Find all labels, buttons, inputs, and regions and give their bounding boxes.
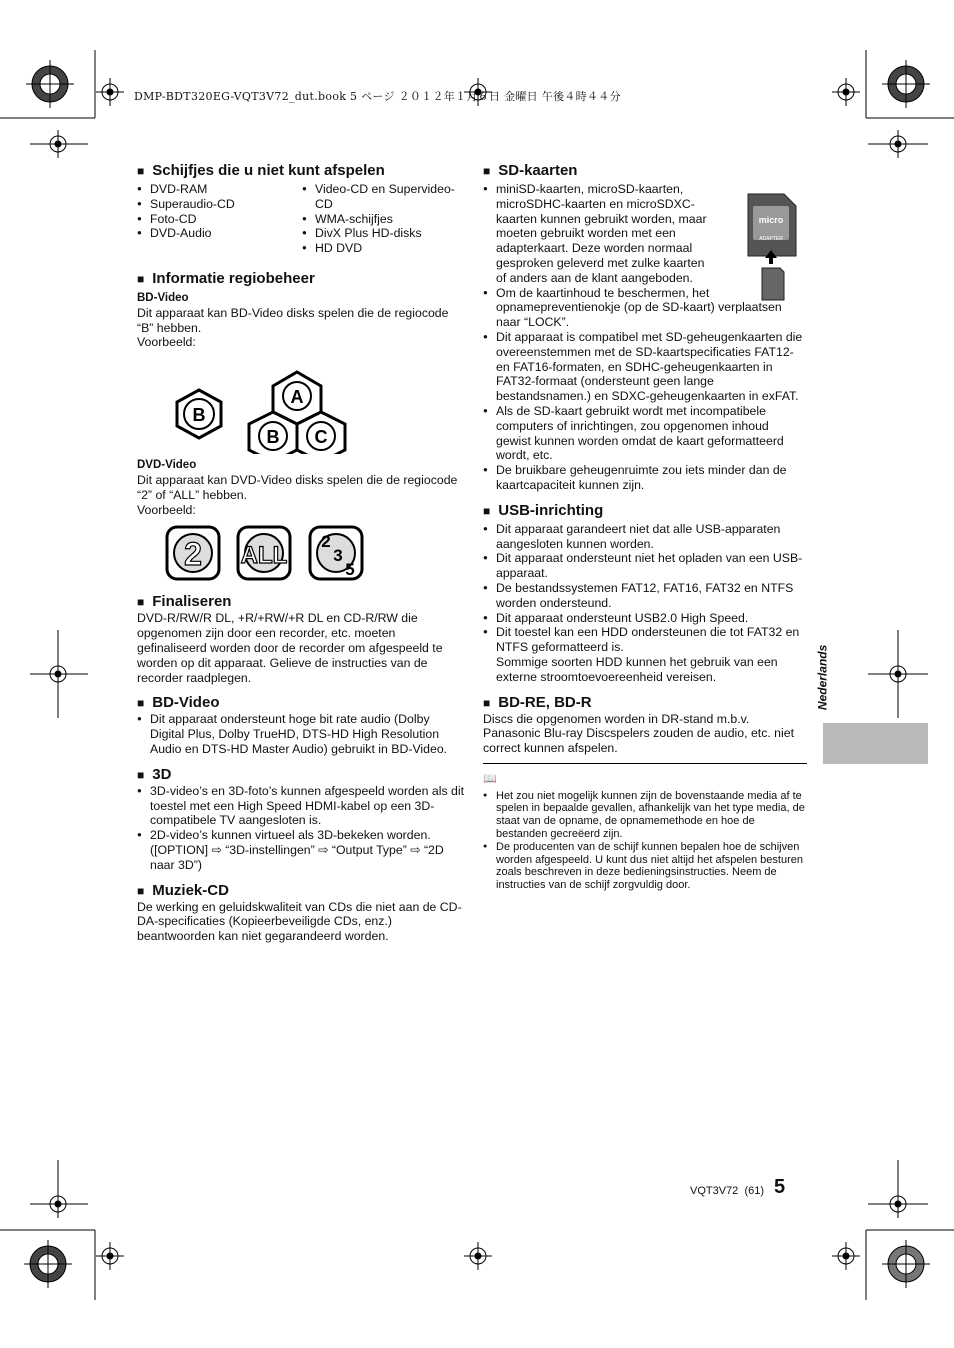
section-heading: ■ BD-RE, BD-R [483, 693, 592, 711]
music-cd-text: De werking en geluidskwaliteit van CDs die niet aan de CD-DA-specificaties (Kopieerbeveiligde CDs, enz.) beantwoorden kan niet gegarandeerd worden. [137, 899, 462, 944]
region-code: 2 [321, 532, 331, 552]
list-item: ● 3D-video’s en 3D-foto’s kunnen afgespeeld worden als dit toestel met een High Speed HDMI-kabel op een 3D-compatibele TV aangesloten is. [137, 784, 467, 828]
list-item: ● DivX Plus HD-disks [302, 226, 467, 241]
left-column [137, 162, 467, 944]
region-code: 5 [345, 560, 355, 580]
card-adapter-label: ADAPTER [759, 236, 783, 242]
list-item: ● Als de SD-kaart gebruikt wordt met incompatibele computers of inrichtingen, zou opgenomen inhoud gewist kunnen worden omdat de kaart geformatteerd wordt, etc. [483, 404, 807, 463]
list-item: ● Dit toestel kan een HDD ondersteunen die tot FAT32 en NTFS geformatteerd is. [483, 625, 807, 655]
list-item: ● Dit apparaat ondersteunt USB2.0 High Speed. [483, 611, 807, 626]
dvd-region-logos [137, 523, 467, 587]
list-item: ● Video-CD en Supervideo-CD [302, 182, 467, 212]
file-info-header: DMP-BDT320EG-VQT3V72_dut.book 5 ページ ２０１２年１月６日 金曜日 午後４時４４分 [134, 90, 621, 103]
language-tab [823, 723, 928, 764]
bd-region-logos [137, 352, 467, 454]
section-heading: ■ Muziek-CD [137, 881, 229, 899]
language-side-label: Nederlands [815, 644, 830, 711]
list-item: ● Om de kaartinhoud te beschermen, het opnamepreventienokje (op de SD-kaart) verplaatsen naar “LOCK”. [483, 286, 807, 330]
list-item: ● Het zou niet mogelijk kunnen zijn de bovenstaande media af te spelen in bepaalde gevallen, afhankelijk van het type media, de staat van de opname, de opnamemethode en hoe de bestanden gecreëerd zijn. [483, 790, 807, 841]
finalize-text: DVD-R/RW/R DL, +R/+RW/+R DL en CD-R/RW die opgenomen zijn door een recorder, etc. moeten gefinaliseerd worden door de recorder om afgespeeld te worden op dit apparaat. Gelieve de instructies van de recorder raadplegen. [137, 611, 443, 685]
list-item: ● De bruikbare geheugenruimte zou iets minder dan de kaartcapaciteit kunnen zijn. [483, 463, 807, 493]
list-item: ● WMA-schijfjes [302, 212, 467, 227]
unsupported-list-1 [137, 182, 302, 256]
usb-list [483, 522, 807, 655]
example-label: Voorbeeld: [137, 335, 196, 350]
region-code: A [290, 387, 304, 408]
list-item: ● Foto-CD [137, 212, 302, 227]
list-item: ● Dit apparaat is compatibel met SD-geheugenkaarten die overeenstemmen met de SD-kaartspecificaties FAT12- en FAT16-formaten, en SDHC-geheugenkaarten in FAT32-formaat (ondersteunt geen lange bestandsnamen.) en SDXC-geheugenkaarten in exFAT. [483, 330, 807, 404]
footer-code: VQT3V72 (61) [690, 1185, 764, 1197]
bd-region-text: Dit apparaat kan BD-Video disks spelen die de regiocode “B” hebben. [137, 305, 449, 335]
bd-video-list [137, 712, 467, 756]
list-item: ● HD DVD [302, 241, 467, 256]
list-item: ● 2D-video’s kunnen virtueel als 3D-bekeken worden. ([OPTION] ⇨ “3D-instellingen” ⇨ “Output Type” ⇨ “2D naar 3D”) [137, 828, 467, 872]
list-item: ● DVD-Audio [137, 226, 302, 241]
section-heading: ■ SD-kaarten [483, 162, 578, 179]
section-heading: ■ Informatie regiobeheer [137, 269, 315, 287]
unsupported-list-2 [302, 182, 467, 256]
section-heading: ■ BD-Video [137, 694, 220, 712]
note-list [483, 790, 807, 892]
card-label: micro [758, 215, 784, 225]
region-code: C [314, 427, 328, 448]
page-number: 5 [774, 1176, 786, 1198]
list-item: ● Dit apparaat ondersteunt hoge bit rate audio (Dolby Digital Plus, Dolby TrueHD, DTS-HD High Resolution Audio en DTS-HD Master Audio) gebruikt in BD-Video. [137, 712, 467, 756]
region-code: B [192, 405, 206, 426]
note-box [483, 763, 807, 892]
list-item: ● miniSD-kaarten, microSD-kaarten, microSDHC-kaarten en microSDXC-kaarten kunnen gebruikt worden, maar moeten gebruikt worden met een adapterkaart. Deze worden normaal gesproken geleverd met zulke kaarten of anders aan de klant aangeboden. [483, 182, 807, 286]
region-code: 2 [184, 536, 202, 573]
section-heading: ■ Schijfjes die u niet kunt afspelen [137, 162, 385, 179]
region-code: B [266, 427, 280, 448]
dvd-region-text: Dit apparaat kan DVD-Video disks spelen die de regiocode “2” of “ALL” hebben. [137, 472, 458, 502]
list-item: ● De bestandssystemen FAT12, FAT16, FAT32 en NTFS worden ondersteund. [483, 581, 807, 611]
section-heading: ■ Finaliseren [137, 593, 232, 611]
list-item: ● DVD-RAM [137, 182, 302, 197]
list-item: ● Dit apparaat garandeert niet dat alle USB-apparaten aangesloten kunnen worden. [483, 522, 807, 552]
section-heading: ■ USB-inrichting [483, 501, 604, 519]
list-item: ● Dit apparaat ondersteunt niet het opladen van een USB-apparaat. [483, 551, 807, 581]
list-item: ● De producenten van de schijf kunnen bepalen hoe de schijven worden afgespeeld. U kunt dus niet altijd het afspelen besturen zoals beschreven in deze bedieningsinstructies. Neem de instructies van de schijf zorgvuldig door. [483, 841, 807, 892]
list-item: ● Superaudio-CD [137, 197, 302, 212]
section-heading: ■ 3D [137, 765, 172, 783]
sd-adapter-illustration [744, 192, 800, 302]
region-code: 3 [333, 546, 343, 566]
region-code: ALL [240, 542, 288, 570]
note-book-icon: 📖 [483, 772, 497, 785]
bd-video-subheading: BD-Video [137, 291, 189, 304]
usb-extra-text: Sommige soorten HDD kunnen het gebruik van een externe stroomtoevoereenheid vereisen. [496, 654, 778, 684]
dvd-video-subheading: DVD-Video [137, 459, 197, 472]
bd-re-text: Discs die opgenomen worden in DR-stand m.b.v. Panasonic Blu-ray Discspelers zouden de audio, etc. niet correct kunnen afspelen. [483, 711, 795, 756]
example-label: Voorbeeld: [137, 502, 196, 517]
3d-list [137, 784, 467, 873]
